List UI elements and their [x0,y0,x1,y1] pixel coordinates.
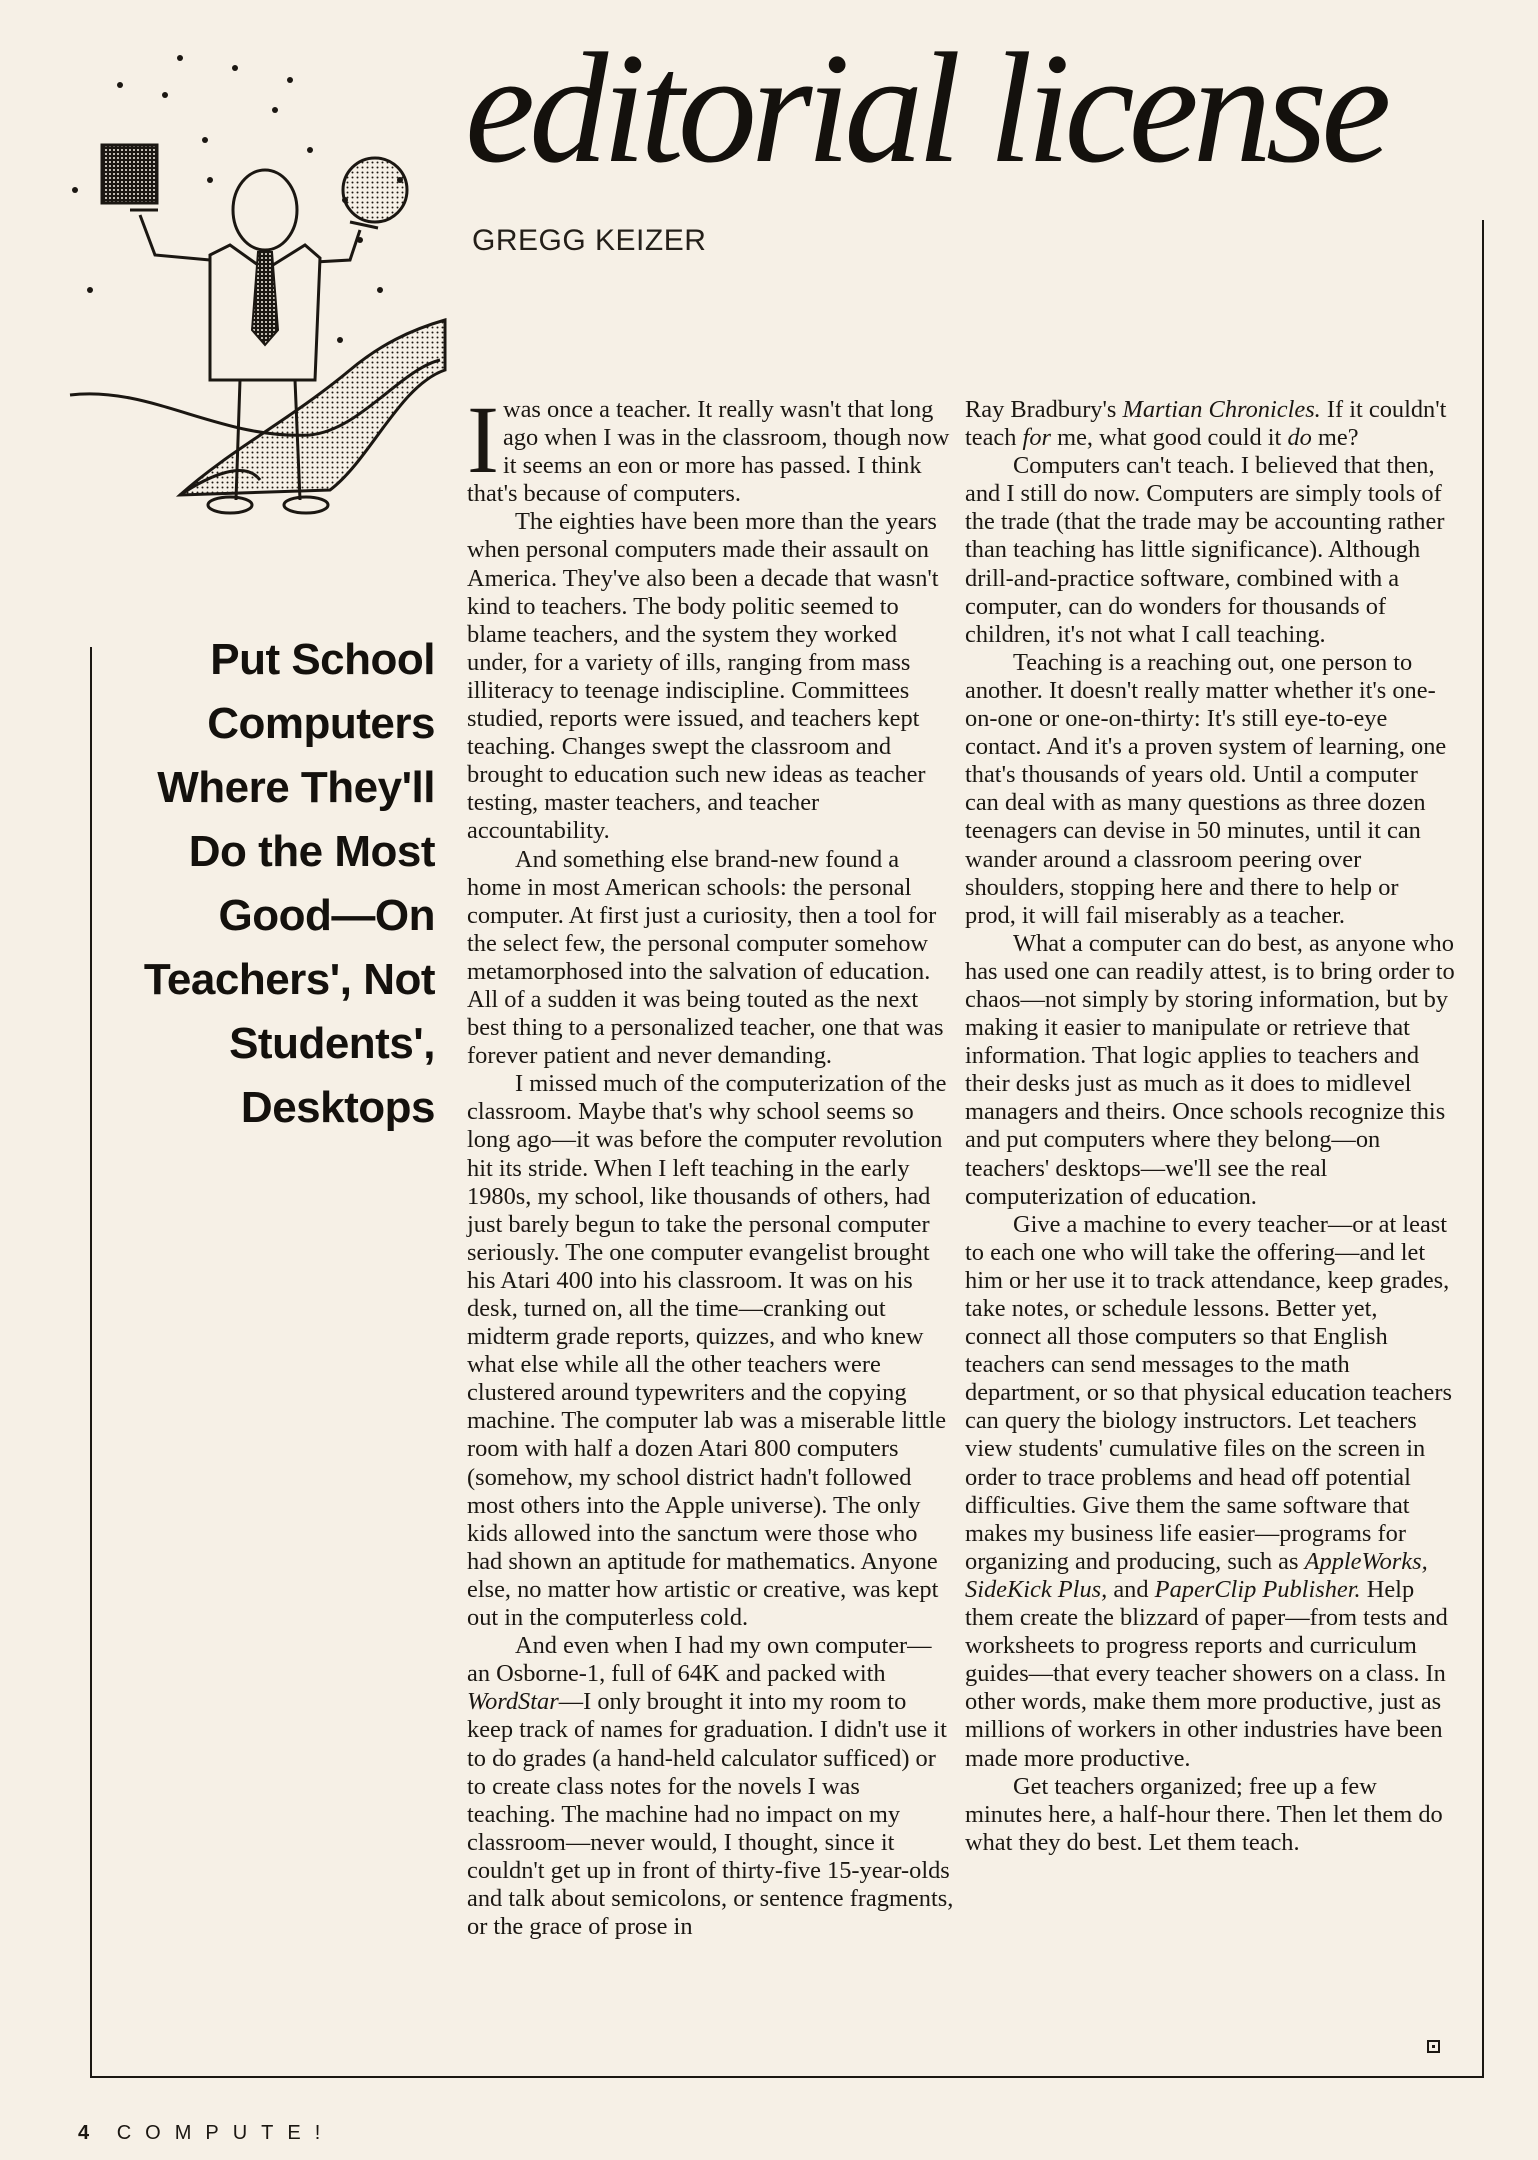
paragraph: The eighties have been more than the years when personal computers made their assault on America. They've also been a decade that wasn't kind to teachers. The body politic seemed to blame teachers, and the system they worked under, for a variety of ills, ranging from mass illiteracy to teenage indiscipline. Committees studied, reports were issued, and teachers kept teaching. Changes swept the classroom and brought to education such new ideas as teacher testing, master teachers, and teacher accountability. [467,508,939,845]
drop-cap: I [467,386,499,493]
paragraph: Teaching is a reaching out, one person to another. It doesn't really matter whether it's one-on-one or one-on-thirty: It's still eye-to-eye contact. And it's a proven system of learning, one that's thousands of years old. Until a computer can deal with as many questions as three dozen teenagers can devise in 50 minutes, until it can wander around a classroom peering over shoulders, stopping here and there to help or prod, it will fail miserably as a teacher. [965,648,1447,929]
headline-line: Teachers', Not [143,955,435,1004]
teacher-juggling-computer-and-globe-icon [60,40,450,530]
page-number: 4 [78,2122,90,2144]
section-masthead: editorial license [465,21,1386,196]
headline-line: Put School [210,635,435,684]
paragraph: And something else brand-new found a home in most American schools: the personal computer. At first just a curiosity, then a tool for the select few, the personal computer somehow metamorphosed into the salvation of education. All of a sudden it was being touted as the next best thing to a personalized teacher, one that was forever patient and never demanding. [467,845,944,1070]
article-headline [100,628,435,1140]
headline-line: Desktops [240,1083,435,1132]
paragraph: And even when I had my own computer—an Osborne-1, full of 64K and packed with WordStar—I only brought it into my room to keep track of names for graduation. I didn't use it to do grades (a hand-held calculator sufficed) or to create class notes for the novels I was teaching. The machine had no impact on my classroom—never would, I thought, since it couldn't get up in front of thirty-five 15-year-olds and talk about semicolons, or sentence fragments, or the grace of prose in [467,1632,954,1941]
end-of-article-square-icon [1427,2040,1440,2053]
paragraph: Computers can't teach. I believed that then, and I still do now. Computers are simply tools of the trade (that the trade may be accounting rather than teaching has little significance). Although drill-and-practice software, combined with a computer, can do wonders for thousands of children, it's not what I call teaching. [965,452,1445,648]
paragraph: Give a machine to every teacher—or at least to each one who will take the offering—and let him or her use it to track attendance, keep grades, take notes, or schedule lessons. Better yet, connect all those computers so that English teachers can send messages to the math department, or so that physical education teachers can query the biology instructors. Let teachers view students' cumulative files on the screen in order to trace problems and head off potential difficulties. Give them the same software that makes my business life easier—programs for organizing and producing, such as AppleWorks, SideKick Plus, and PaperClip Publisher. Help them create the blizzard of paper—from tests and worksheets to progress reports and curriculum guides—that every teacher showers on a class. In other words, make them more productive, just as millions of workers in other industries have been made more productive. [965,1210,1452,1772]
headline-line: Good—On [218,891,435,940]
magazine-name: COMPUTE! [116,2122,335,2144]
article-column-2 [965,396,1455,1857]
article-column-1 [467,386,954,1941]
paragraph: Iwas once a teacher. It really wasn't that long ago when I was in the classroom, though now it seems an eon or more has passed. I think that's because of computers. [467,386,950,508]
headline-line: Do the Most [188,827,435,876]
headline-line: Students', [229,1019,435,1068]
paragraph: Ray Bradbury's Martian Chronicles. If it couldn't teach for me, what good could it do me? [965,396,1447,452]
page-footer [78,2122,334,2145]
paragraph: What a computer can do best, as anyone who has used one can readily attest, is to bring order to chaos—not simply by storing information, but by making it easier to manipulate or retrieve that information. That logic applies to teachers and their desks just as much as it does to midlevel managers and theirs. Once schools recognize this and put computers where they belong—on teachers' desktops—we'll see the real computerization of education. [965,929,1455,1210]
paragraph: Get teachers organized; free up a few minutes here, a half-hour there. Then let them do what they do best. Let them teach. [965,1772,1443,1856]
paragraph: I missed much of the computerization of the classroom. Maybe that's why school seems so long ago—it was before the computer revolution hit its stride. When I left teaching in the early 1980s, my school, like thousands of others, had just barely begun to take the personal computer seriously. The one computer evangelist brought his Atari 400 into his classroom. It was on his desk, turned on, all the time—cranking out midterm grade reports, quizzes, and who knew what else while all the other teachers were clustered around typewriters and the copying machine. The computer lab was a miserable little room with half a dozen Atari 800 computers (somehow, my school district hadn't followed most others into the Apple universe). The only kids allowed into the sanctum were those who had shown an aptitude for mathematics. Anyone else, no matter how artistic or creative, was kept out in the computerless cold. [467,1070,947,1632]
author-byline: GREGG KEIZER [472,224,707,257]
headline-line: Where They'll [157,763,435,812]
headline-line: Computers [207,699,435,748]
